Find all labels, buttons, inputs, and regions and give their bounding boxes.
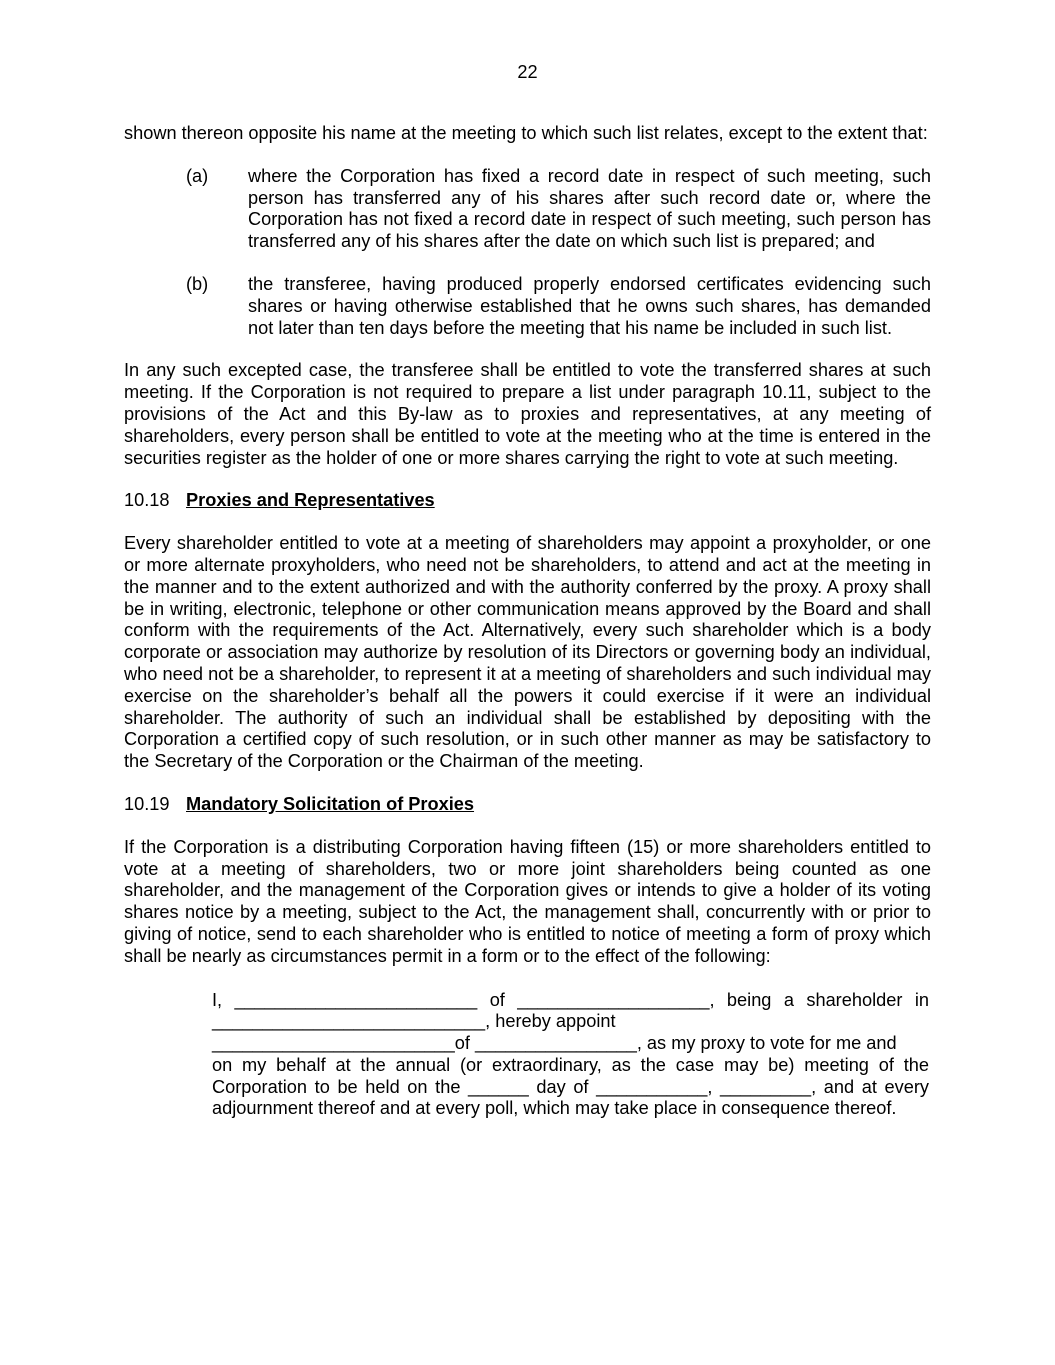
list-item-text: where the Corporation has fixed a record date in respect of such meeting, such person has transferred any of his shares after such record date or, where the Corporation has not fixed a record date in respect of such meeting, such person has transferred any of his shares after the date on which such list is prepared; and — [248, 165, 931, 252]
proxy-form — [212, 990, 929, 1121]
proxy-form-line: Corporation to be held on the ______ day of ___________, _________, and at every — [212, 1076, 929, 1097]
list-item-b — [186, 274, 931, 339]
list-marker: (a) — [186, 165, 209, 186]
section-title: Mandatory Solicitation of Proxies — [186, 793, 475, 814]
list-item-a — [186, 166, 931, 253]
proxy-form-line: adjournment thereof and at every poll, which may take place in consequence thereof. — [212, 1098, 897, 1119]
document-body — [124, 123, 931, 1120]
section-title: Proxies and Representatives — [186, 490, 435, 511]
proxy-form-line: on my behalf at the annual (or extraordinary, as the case may be) meeting of the — [212, 1054, 929, 1075]
excepted-case-paragraph: In any such excepted case, the transferee shall be entitled to vote the transferred shares at such meeting. If the Corporation is not required to prepare a list under paragraph 10.11, subject to the provisions of the Act and this By-law as to proxies and representatives, at any meeting of shareholders, every person shall be entitled to vote at the meeting who at the time is entered in the securities register as the holder of one or more shares carrying the right to vote at such meeting. — [124, 360, 931, 468]
list-marker: (b) — [186, 273, 209, 294]
intro-paragraph: shown thereon opposite his name at the meeting to which such list relates, except to the extent that: — [124, 123, 928, 143]
page-number: 22 — [517, 62, 538, 82]
proxy-form-line: ___________________________, hereby appoint — [212, 1011, 616, 1032]
proxy-form-line: ________________________of ________________, as my proxy to vote for me and — [212, 1033, 897, 1054]
section-number: 10.19 — [124, 793, 170, 814]
list-item-text: the transferee, having produced properly endorsed certificates evidencing such shares or having otherwise established that he owns such shares, has demanded not later than ten days before the meeting that his name be included in such list. — [248, 273, 931, 338]
proxy-form-line: I, ________________________ of ___________________, being a shareholder in — [212, 989, 929, 1010]
section-heading-proxies — [124, 490, 931, 512]
proxies-paragraph: Every shareholder entitled to vote at a meeting of shareholders may appoint a proxyholder, or one or more alternate proxyholders, who need not be shareholders, to attend and act at the meeting in the manner and to the extent authorized and with the authority conferred by the proxy. A proxy shall be in writing, electronic, telephone or other communication means approved by the Board and shall conform with the requirements of the Act. Alternatively, every such shareholder which is a body corporate or association may authorize by resolution of its Directors or governing body an individual, who need not be a shareholder, to represent it at a meeting of shareholders and such individual may exercise on the shareholder’s behalf all the powers it could exercise if it were an individual shareholder. The authority of such an individual shall be established by depositing with the Corporation a certified copy of such resolution, or in such other manner as may be satisfactory to the Secretary of the Corporation or the Chairman of the meeting. — [124, 533, 931, 772]
solicitation-paragraph: If the Corporation is a distributing Corporation having fifteen (15) or more shareholders entitled to vote at a meeting of shareholders, two or more joint shareholders being counted as one shareholder, and the management of the Corporation gives or intends to give a holder of its voting shares notice by a meeting, subject to the Act, the management shall, concurrently with or prior to giving of notice, send to each shareholder who is entitled to notice of meeting a form of proxy which shall be nearly as circumstances permit in a form or to the effect of the following: — [124, 836, 931, 966]
section-heading-solicitation — [124, 794, 931, 816]
section-number: 10.18 — [124, 490, 170, 511]
